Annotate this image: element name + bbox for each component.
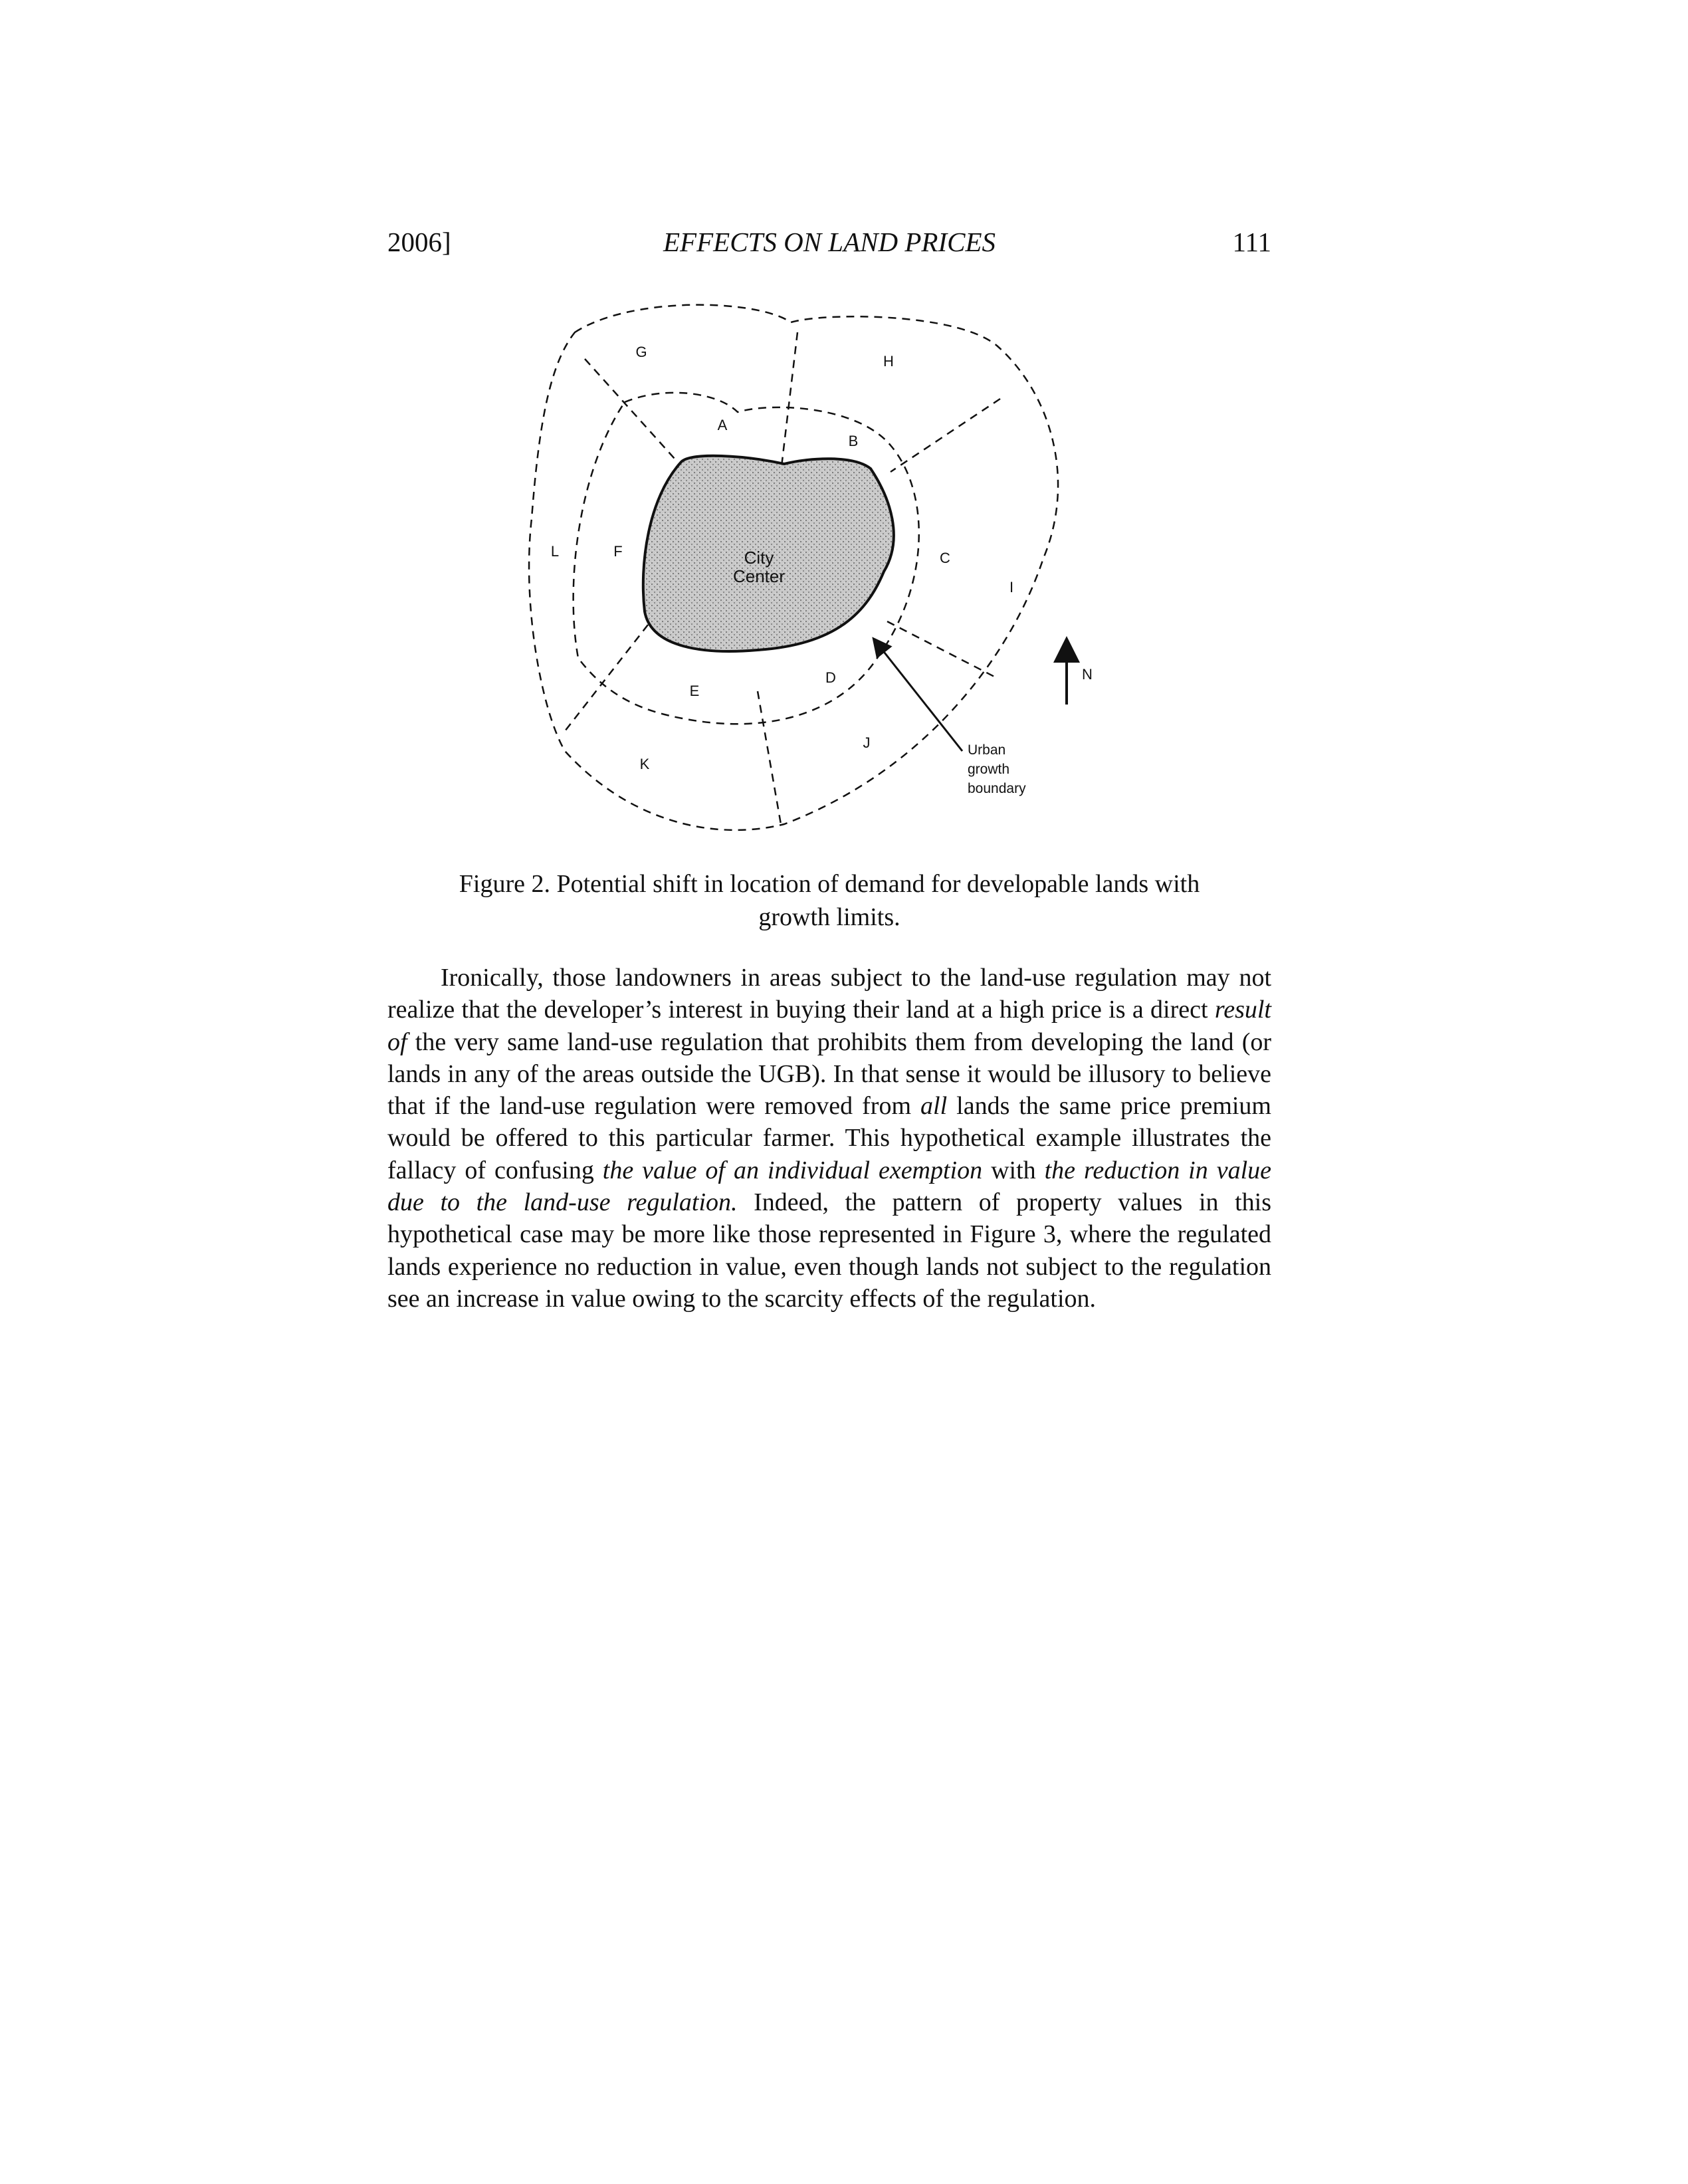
ugb-pointer-arrow (875, 640, 962, 751)
zone-label-k: K (639, 756, 650, 772)
zone-label-g: G (635, 344, 647, 360)
zone-label-e: E (689, 683, 700, 699)
city-center-label: City Center (732, 548, 786, 586)
north-label: N (1082, 666, 1093, 683)
figure-2-diagram (492, 286, 1116, 837)
zone-label-a: A (717, 417, 728, 433)
figure-caption: Figure 2. Potential shift in location of demand for developable lands with growth limits. (459, 870, 1200, 931)
zone-label-l: L (550, 543, 560, 560)
zone-label-h: H (883, 353, 894, 370)
urban-growth-boundary-label: Urban growth boundary (968, 742, 1026, 796)
running-header (387, 226, 1271, 266)
zone-label-j: J (863, 734, 871, 751)
zone-label-b: B (848, 433, 859, 449)
body-paragraph: Ironically, those landowners in areas subject to the land-use regulation may not realize that the developer’s interest in buying their land at a high price is a direct result of the very same land-use regulation that prohibits them from developing the land (or lands in any of the areas outside the UGB). In that sense it would be illusory to believe that if the land-use regulation were removed from all lands the same price premium would be offered to this particular farmer. This hypothetical example illustrates the fallacy of confusing the value of an individual exemption with the reduction in value due to the land-use regulation. Indeed, the pattern of property values in this hypothetical case may be more like those represented in Figure 3, where the regulated lands experience no reduction in value, even though lands not subject to the regulation see an increase in value owing to the scarcity effects of the regulation. (387, 964, 1271, 1313)
zone-label-i: I (1009, 579, 1014, 596)
header-year: 2006] (387, 227, 451, 257)
zone-label-f: F (613, 543, 623, 560)
zone-label-d: D (825, 669, 836, 686)
header-title: EFFECTS ON LAND PRICES (663, 227, 996, 257)
page-number: 111 (1232, 227, 1271, 257)
zone-label-c: C (940, 550, 950, 566)
